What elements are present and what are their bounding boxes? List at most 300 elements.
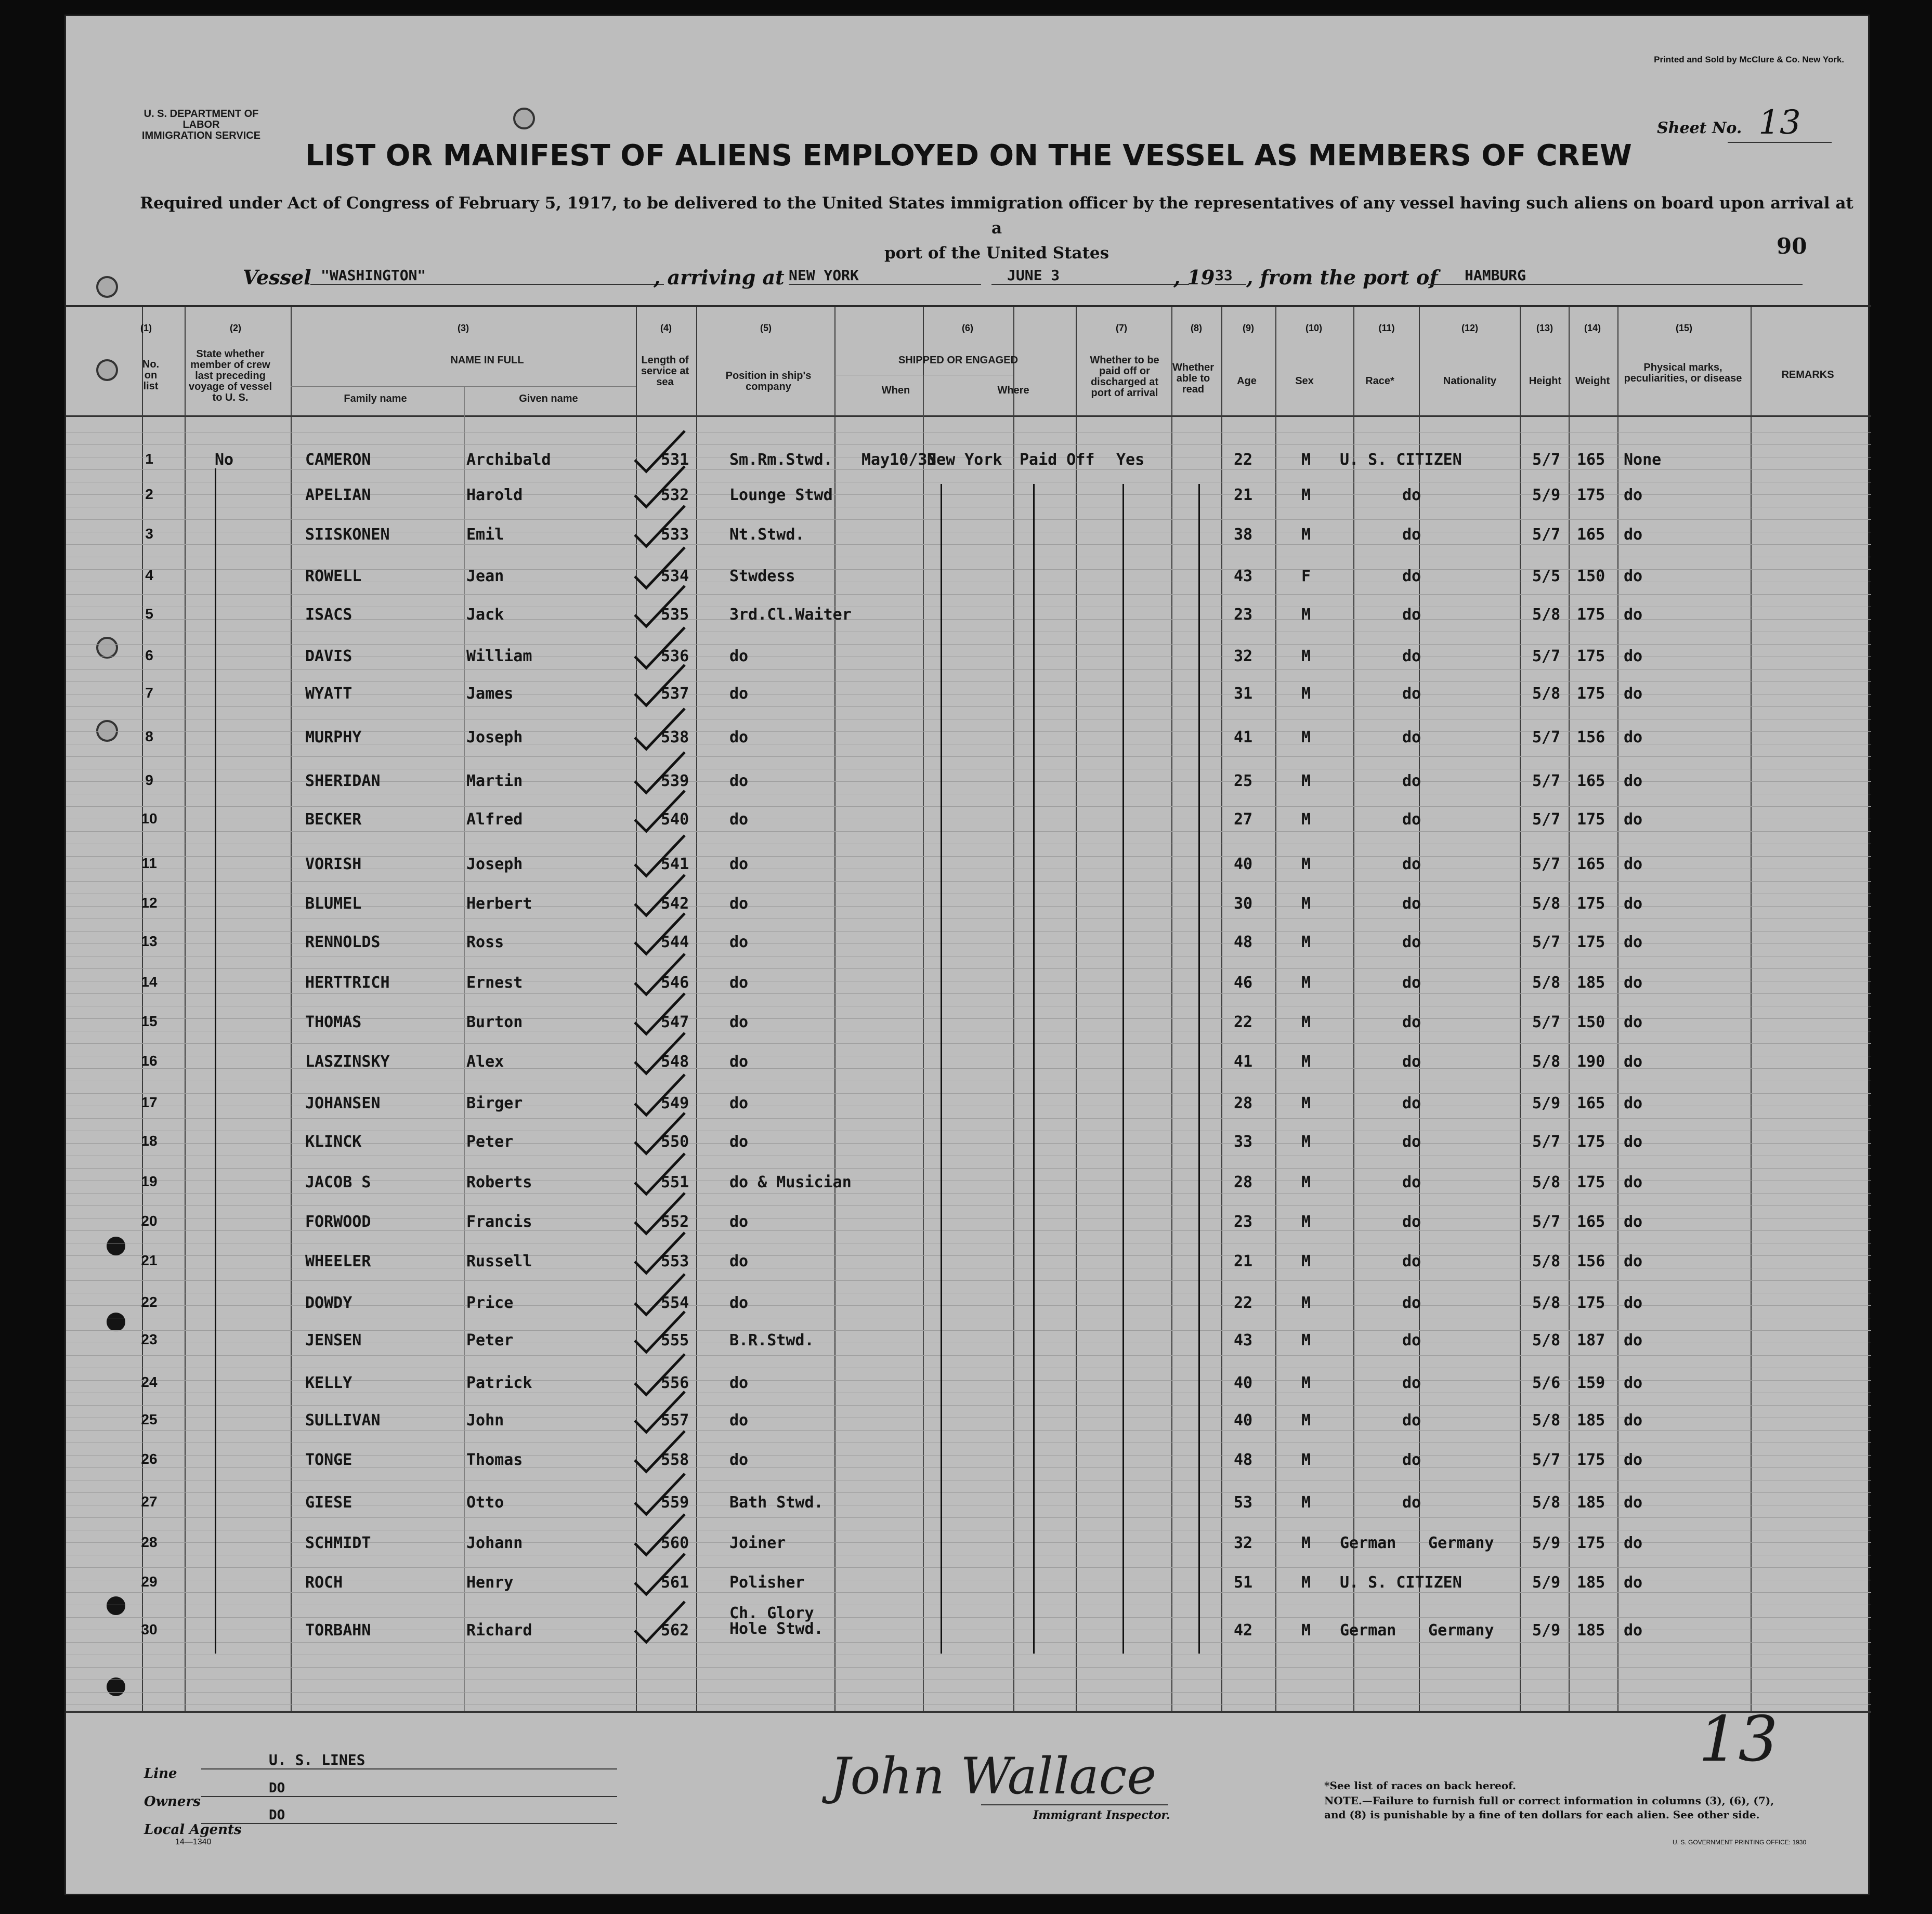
physical-marks-cell: do xyxy=(1624,772,1643,790)
age-cell: 22 xyxy=(1234,1294,1253,1312)
col-name-in-full: NAME IN FULL xyxy=(450,355,524,366)
row-number: 29 xyxy=(141,1574,158,1590)
sex-cell: M xyxy=(1301,1534,1311,1552)
row-number: 9 xyxy=(145,772,153,788)
weight-cell: 175 xyxy=(1577,647,1605,665)
position-cell: do xyxy=(729,772,749,790)
year-prefix: , 19 xyxy=(1173,266,1215,289)
ditto-stroke xyxy=(1122,484,1124,1654)
ruled-line xyxy=(66,469,1871,470)
age-cell: 25 xyxy=(1234,772,1253,790)
given-name-cell: Harold xyxy=(466,486,523,504)
sex-cell: M xyxy=(1301,1331,1311,1349)
service-cell: 555 xyxy=(661,1331,689,1349)
ruled-line xyxy=(66,1118,1871,1119)
row-number: 22 xyxy=(141,1294,158,1310)
race-cell: do xyxy=(1402,728,1421,746)
physical-marks-cell: do xyxy=(1624,1574,1643,1592)
weight-cell: 175 xyxy=(1577,933,1605,951)
vessel-label: Vessel xyxy=(243,266,311,289)
col-paid-off: Whether to be paid off or discharged at port of arrival xyxy=(1090,355,1159,399)
column-number: (14) xyxy=(1584,323,1601,333)
row-number: 3 xyxy=(145,526,153,542)
ditto-stroke xyxy=(1033,484,1035,1654)
row-number: 18 xyxy=(141,1133,158,1149)
age-cell: 41 xyxy=(1234,1053,1253,1071)
column-number: (3) xyxy=(458,323,469,333)
height-cell: 5/8 xyxy=(1532,1493,1561,1512)
position-cell: Stwdess xyxy=(729,567,795,585)
position-cell: do xyxy=(729,1094,749,1112)
family-name-cell: SCHMIDT xyxy=(305,1534,371,1552)
sex-cell: M xyxy=(1301,1053,1311,1071)
ruled-line xyxy=(66,1692,1871,1693)
row-number: 11 xyxy=(141,855,157,871)
physical-marks-cell: do xyxy=(1624,1374,1643,1392)
service-cell: 556 xyxy=(661,1374,689,1392)
position-cell: do xyxy=(729,974,749,992)
punch-hole xyxy=(107,1237,125,1255)
subtitle-line1: Required under Act of Congress of February 5, 1917, to be delivered to the United States immigration officer by the representatives of any vessel having such aliens on board upon arrival at a xyxy=(140,194,1853,238)
row-number: 21 xyxy=(141,1252,158,1268)
race-cell: do xyxy=(1402,1411,1421,1430)
ruled-line xyxy=(66,1168,1871,1169)
year-value: 33 xyxy=(1215,267,1246,285)
column-number: (13) xyxy=(1536,323,1553,333)
sex-cell: M xyxy=(1301,933,1311,951)
service-cell: 538 xyxy=(661,728,689,746)
height-cell: 5/8 xyxy=(1532,1252,1561,1270)
agents-value: DO xyxy=(201,1807,617,1824)
weight-cell: 175 xyxy=(1577,1451,1605,1469)
family-name-cell: TONGE xyxy=(305,1451,353,1469)
row-number: 25 xyxy=(141,1411,158,1427)
service-cell: 562 xyxy=(661,1621,689,1640)
race-cell: do xyxy=(1402,1331,1421,1349)
handwritten-sheet-number: 13 xyxy=(1699,1703,1778,1776)
col-family-name: Family name xyxy=(344,393,407,404)
row-number: 16 xyxy=(141,1053,158,1069)
height-cell: 5/8 xyxy=(1532,1173,1561,1191)
col-remarks: REMARKS xyxy=(1781,369,1834,381)
service-cell: 546 xyxy=(661,974,689,992)
row-number: 30 xyxy=(141,1621,158,1637)
page-number: 90 xyxy=(1777,233,1807,259)
weight-cell: 185 xyxy=(1577,974,1605,992)
height-cell: 5/7 xyxy=(1532,1213,1561,1231)
ditto-stroke xyxy=(215,468,216,1654)
punch-hole xyxy=(96,637,118,659)
family-name-cell: WHEELER xyxy=(305,1252,371,1270)
height-cell: 5/7 xyxy=(1532,810,1561,829)
weight-cell: 165 xyxy=(1577,772,1605,790)
age-cell: 23 xyxy=(1234,1213,1253,1231)
weight-cell: 185 xyxy=(1577,1411,1605,1430)
weight-cell: 190 xyxy=(1577,1053,1605,1071)
sex-cell: M xyxy=(1301,606,1311,624)
sex-cell: M xyxy=(1301,1133,1311,1151)
col-state-whether: State whether member of crew last preceding voyage of vessel to U. S. xyxy=(188,348,272,403)
position-cell: do & Musician xyxy=(729,1173,852,1191)
form-number: 14—1340 xyxy=(175,1838,212,1846)
sex-cell: M xyxy=(1301,728,1311,746)
check-mark-icon xyxy=(631,788,688,834)
age-cell: 42 xyxy=(1234,1621,1253,1640)
check-mark-icon xyxy=(631,503,688,549)
family-name-cell: LASZINSKY xyxy=(305,1053,390,1071)
column-number: (11) xyxy=(1378,323,1395,333)
weight-cell: 175 xyxy=(1577,1173,1605,1191)
given-name-cell: John xyxy=(466,1411,504,1430)
footnote-note: NOTE.—Failure to furnish full or correct information in columns (3), (6), (7), and (8) is punishable by a fine of ten dollars for each alien. See other side. xyxy=(1324,1794,1774,1821)
service-cell: 540 xyxy=(661,810,689,829)
check-mark-icon xyxy=(631,910,688,957)
column-rule xyxy=(1751,307,1752,1711)
physical-marks-cell: do xyxy=(1624,647,1643,665)
age-cell: 48 xyxy=(1234,1451,1253,1469)
weight-cell: 175 xyxy=(1577,810,1605,829)
age-cell: 30 xyxy=(1234,895,1253,913)
column-rule xyxy=(696,307,697,1711)
height-cell: 5/7 xyxy=(1532,1133,1561,1151)
check-mark-icon xyxy=(631,1030,688,1077)
race-cell: do xyxy=(1402,1133,1421,1151)
service-cell: 552 xyxy=(661,1213,689,1231)
position-cell: do xyxy=(729,855,749,873)
column-rule xyxy=(1617,307,1618,1711)
subtitle-line2: port of the United States xyxy=(884,244,1109,263)
given-name-cell: Joseph xyxy=(466,728,523,746)
given-name-cell: Russell xyxy=(466,1252,532,1270)
row-number: 23 xyxy=(141,1331,158,1347)
position-cell: do xyxy=(729,1013,749,1031)
family-name-cell: KELLY xyxy=(305,1374,353,1392)
service-cell: 559 xyxy=(661,1493,689,1512)
col-weight: Weight xyxy=(1575,375,1610,387)
row-number: 17 xyxy=(141,1094,158,1110)
weight-cell: 175 xyxy=(1577,1534,1605,1552)
service-cell: 531 xyxy=(661,451,689,469)
physical-marks-cell: do xyxy=(1624,933,1643,951)
column-rule xyxy=(1275,307,1276,1711)
signature-line xyxy=(981,1804,1168,1805)
column-number: (10) xyxy=(1305,323,1322,333)
age-cell: 53 xyxy=(1234,1493,1253,1512)
weight-cell: 156 xyxy=(1577,728,1605,746)
check-mark-icon xyxy=(631,1551,688,1597)
column-rule xyxy=(1221,307,1222,1711)
family-name-cell: JENSEN xyxy=(305,1331,362,1349)
sex-cell: M xyxy=(1301,810,1311,829)
race-cell: U. S. CITIZEN xyxy=(1340,451,1462,469)
ruled-line xyxy=(66,1043,1871,1044)
position-cell: Joiner xyxy=(729,1534,786,1552)
given-name-cell: Alex xyxy=(466,1053,504,1071)
race-cell: German xyxy=(1340,1534,1396,1552)
paid-off-cell: Paid Off xyxy=(1020,451,1095,469)
ruled-line xyxy=(66,1205,1871,1206)
given-name-cell: Herbert xyxy=(466,895,532,913)
physical-marks-cell: do xyxy=(1624,685,1643,703)
height-cell: 5/7 xyxy=(1532,451,1561,469)
weight-cell: 165 xyxy=(1577,451,1605,469)
column-number: (7) xyxy=(1116,323,1127,333)
date-value: JUNE 3 xyxy=(991,267,1189,285)
family-name-cell: JOHANSEN xyxy=(305,1094,381,1112)
family-name-cell: ISACS xyxy=(305,606,353,624)
family-name-cell: BLUMEL xyxy=(305,895,362,913)
weight-cell: 187 xyxy=(1577,1331,1605,1349)
race-cell: do xyxy=(1402,486,1421,504)
family-name-cell: TORBAHN xyxy=(305,1621,371,1640)
column-rule xyxy=(1569,307,1570,1711)
height-cell: 5/6 xyxy=(1532,1374,1561,1392)
race-cell: do xyxy=(1402,647,1421,665)
given-name-cell: Johann xyxy=(466,1534,523,1552)
position-cell: do xyxy=(729,1374,749,1392)
check-mark-icon xyxy=(631,1229,688,1276)
weight-cell: 175 xyxy=(1577,1294,1605,1312)
age-cell: 32 xyxy=(1234,1534,1253,1552)
column-rule xyxy=(1520,307,1521,1711)
physical-marks-cell: do xyxy=(1624,1013,1643,1031)
position-cell: do xyxy=(729,1451,749,1469)
column-number: (1) xyxy=(140,323,152,333)
agency-line1: U. S. DEPARTMENT OF LABOR xyxy=(143,108,259,130)
row-number: 1 xyxy=(145,451,153,467)
service-cell: 557 xyxy=(661,1411,689,1430)
given-name-cell: Peter xyxy=(466,1331,514,1349)
sex-cell: M xyxy=(1301,855,1311,873)
given-name-cell: Jack xyxy=(466,606,504,624)
ruled-line xyxy=(66,1093,1871,1094)
service-cell: 532 xyxy=(661,486,689,504)
ruled-line xyxy=(66,1405,1871,1406)
ruled-line xyxy=(66,831,1871,832)
vessel-value: "WASHINGTON" xyxy=(310,267,664,285)
service-cell: 533 xyxy=(661,526,689,544)
arriving-label: , arriving at xyxy=(654,266,785,289)
position-cell: Lounge Stwd xyxy=(729,486,833,504)
sex-cell: M xyxy=(1301,1411,1311,1430)
service-cell: 549 xyxy=(661,1094,689,1112)
given-name-cell: Alfred xyxy=(466,810,523,829)
age-cell: 22 xyxy=(1234,451,1253,469)
sex-cell: M xyxy=(1301,1294,1311,1312)
height-cell: 5/7 xyxy=(1532,728,1561,746)
weight-cell: 185 xyxy=(1577,1493,1605,1512)
height-cell: 5/9 xyxy=(1532,1621,1561,1640)
row-number: 2 xyxy=(145,486,153,502)
family-name-cell: HERTTRICH xyxy=(305,974,390,992)
age-cell: 23 xyxy=(1234,606,1253,624)
position-cell: do xyxy=(729,647,749,665)
sheet-number: 13 xyxy=(1728,103,1832,143)
given-name-cell: Thomas xyxy=(466,1451,523,1469)
service-cell: 558 xyxy=(661,1451,689,1469)
position-cell: Ch. Glory Hole Stwd. xyxy=(729,1604,824,1638)
ditto-stroke xyxy=(941,484,942,1654)
manifest-sheet xyxy=(64,15,1870,1895)
race-cell: do xyxy=(1402,974,1421,992)
race-cell: do xyxy=(1402,1213,1421,1231)
where-cell: New York xyxy=(927,451,1002,469)
height-cell: 5/7 xyxy=(1532,1451,1561,1469)
ruled-line xyxy=(66,1517,1871,1518)
age-cell: 28 xyxy=(1234,1173,1253,1191)
sex-cell: M xyxy=(1301,1213,1311,1231)
printer-note: Printed and Sold by McClure & Co. New York. xyxy=(1654,55,1844,64)
race-cell: do xyxy=(1402,1094,1421,1112)
ruled-line xyxy=(66,1430,1871,1431)
service-cell: 553 xyxy=(661,1252,689,1270)
sex-cell: M xyxy=(1301,486,1311,504)
ruled-line xyxy=(66,706,1871,707)
given-name-cell: Patrick xyxy=(466,1374,532,1392)
height-cell: 5/9 xyxy=(1532,486,1561,504)
age-cell: 22 xyxy=(1234,1013,1253,1031)
col-shipped-or-engaged: SHIPPED OR ENGAGED xyxy=(898,355,1019,366)
age-cell: 51 xyxy=(1234,1574,1253,1592)
race-cell: do xyxy=(1402,606,1421,624)
ruled-line xyxy=(66,594,1871,595)
ruled-line xyxy=(66,1330,1871,1331)
ruled-line xyxy=(66,644,1871,645)
age-cell: 46 xyxy=(1234,974,1253,992)
column-number: (15) xyxy=(1675,323,1692,333)
position-cell: do xyxy=(729,1133,749,1151)
given-name-cell: Birger xyxy=(466,1094,523,1112)
ruled-line xyxy=(66,444,1871,445)
given-name-cell: Ross xyxy=(466,933,504,951)
weight-cell: 165 xyxy=(1577,1213,1605,1231)
position-cell: do xyxy=(729,1053,749,1071)
ruled-line xyxy=(66,1193,1871,1194)
col-race: Race* xyxy=(1365,375,1394,387)
race-cell: do xyxy=(1402,1493,1421,1512)
table-bottom-rule xyxy=(66,1711,1871,1713)
port-label: , from the port of xyxy=(1246,266,1438,289)
weight-cell: 175 xyxy=(1577,606,1605,624)
given-name-cell: Henry xyxy=(466,1574,514,1592)
ruled-line xyxy=(66,931,1871,932)
agency-line2: IMMIGRATION SERVICE xyxy=(141,130,261,141)
physical-marks-cell: do xyxy=(1624,1411,1643,1430)
height-cell: 5/8 xyxy=(1532,1411,1561,1430)
sex-cell: M xyxy=(1301,1374,1311,1392)
age-cell: 28 xyxy=(1234,1094,1253,1112)
weight-cell: 165 xyxy=(1577,1094,1605,1112)
height-cell: 5/8 xyxy=(1532,895,1561,913)
check-mark-icon xyxy=(631,1471,688,1517)
physical-marks-cell: do xyxy=(1624,1331,1643,1349)
physical-marks-cell: do xyxy=(1624,486,1643,504)
race-cell: do xyxy=(1402,810,1421,829)
sex-cell: M xyxy=(1301,1451,1311,1469)
service-cell: 537 xyxy=(661,685,689,703)
ruled-line xyxy=(66,1492,1871,1493)
ditto-stroke xyxy=(1198,484,1200,1654)
age-cell: 33 xyxy=(1234,1133,1253,1151)
physical-marks-cell: do xyxy=(1624,1133,1643,1151)
nationality-cell: Germany xyxy=(1428,1621,1494,1640)
check-mark-icon xyxy=(631,662,688,709)
age-cell: 41 xyxy=(1234,728,1253,746)
subtitle xyxy=(139,191,1855,266)
age-cell: 48 xyxy=(1234,933,1253,951)
height-cell: 5/8 xyxy=(1532,1294,1561,1312)
col-nationality: Nationality xyxy=(1443,375,1497,387)
sheet-label: Sheet No. xyxy=(1657,119,1742,137)
family-name-cell: VORISH xyxy=(305,855,362,873)
service-cell: 550 xyxy=(661,1133,689,1151)
sex-cell: M xyxy=(1301,1621,1311,1640)
position-cell: do xyxy=(729,728,749,746)
ruled-line xyxy=(66,968,1871,969)
check-mark-icon xyxy=(631,1428,688,1475)
family-name-cell: WYATT xyxy=(305,685,353,703)
race-cell: do xyxy=(1402,1252,1421,1270)
ruled-line xyxy=(66,1592,1871,1593)
race-cell: do xyxy=(1402,933,1421,951)
able-to-read-cell: Yes xyxy=(1116,451,1145,469)
height-cell: 5/8 xyxy=(1532,606,1561,624)
printing-office: U. S. GOVERNMENT PRINTING OFFICE: 1930 xyxy=(1673,1839,1807,1846)
physical-marks-cell: do xyxy=(1624,974,1643,992)
weight-cell: 156 xyxy=(1577,1252,1605,1270)
col-able-to-read: Whether able to read xyxy=(1172,362,1214,395)
given-name-cell: Richard xyxy=(466,1621,532,1640)
sex-cell: M xyxy=(1301,526,1311,544)
punch-hole xyxy=(96,359,118,381)
given-name-cell: Ernest xyxy=(466,974,523,992)
height-cell: 5/8 xyxy=(1532,685,1561,703)
race-cell: do xyxy=(1402,1294,1421,1312)
col-length-of-service: Length of service at sea xyxy=(641,355,689,388)
family-name-cell: MURPHY xyxy=(305,728,362,746)
physical-marks-cell: do xyxy=(1624,895,1643,913)
weight-cell: 165 xyxy=(1577,526,1605,544)
ruled-line xyxy=(66,1617,1871,1618)
race-cell: do xyxy=(1402,1173,1421,1191)
physical-marks-cell: do xyxy=(1624,1173,1643,1191)
physical-marks-cell: do xyxy=(1624,1252,1643,1270)
physical-marks-cell: do xyxy=(1624,1213,1643,1231)
service-cell: 547 xyxy=(661,1013,689,1031)
family-name-cell: FORWOOD xyxy=(305,1213,371,1231)
column-rule xyxy=(1076,307,1077,1711)
family-name-cell: KLINCK xyxy=(305,1133,362,1151)
sex-cell: M xyxy=(1301,1013,1311,1031)
column-rule xyxy=(1013,307,1014,1711)
race-cell: do xyxy=(1402,567,1421,585)
race-cell: do xyxy=(1402,1053,1421,1071)
position-cell: Sm.Rm.Stwd. xyxy=(729,451,833,469)
check-mark-icon xyxy=(631,705,688,752)
given-name-cell: Otto xyxy=(466,1493,504,1512)
physical-marks-cell: do xyxy=(1624,855,1643,873)
family-name-cell: RENNOLDS xyxy=(305,933,381,951)
height-cell: 5/7 xyxy=(1532,855,1561,873)
position-cell: do xyxy=(729,1213,749,1231)
height-cell: 5/7 xyxy=(1532,772,1561,790)
service-cell: 554 xyxy=(661,1294,689,1312)
sex-cell: M xyxy=(1301,1493,1311,1512)
row-number: 6 xyxy=(145,647,153,663)
position-cell: B.R.Stwd. xyxy=(729,1331,814,1349)
service-cell: 536 xyxy=(661,647,689,665)
age-cell: 31 xyxy=(1234,685,1253,703)
